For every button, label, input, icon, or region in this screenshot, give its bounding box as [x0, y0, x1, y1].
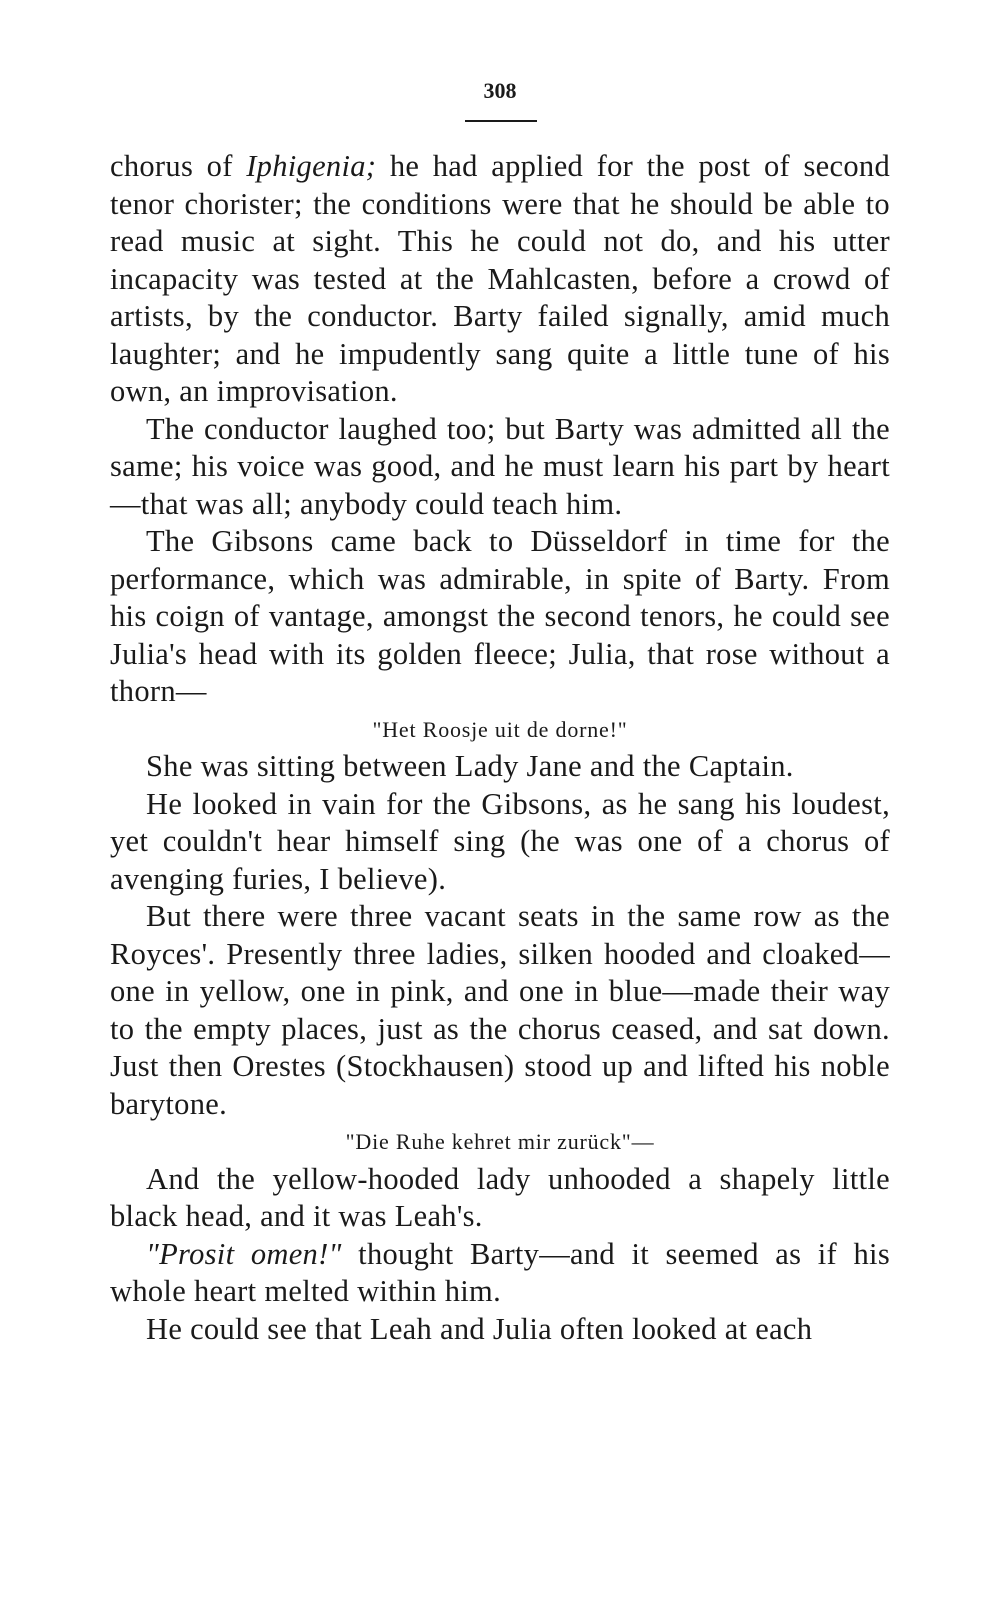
paragraph-8 — [110, 1236, 890, 1311]
paragraph-1-rest: he had applied for the post of second tenor chorister; the conditions were that he should be able to read music at sight. This he could not do, and his utter incapacity was tested at the Mahlcasten, before a crowd of artists, by the conductor. Barty failed signally, amid much laughter; and he impudently sang quite a little tune of his own, an improvisation. — [110, 149, 890, 408]
paragraph-3: The Gibsons came back to Düsseldorf in time for the performance, which was admirable, in spite of Barty. From his coign of vantage, amongst the second tenors, he could see Julia's head with its golden fleece; Julia, that rose without a thorn— — [110, 524, 890, 708]
paragraph-4: She was sitting between Lady Jane and the Captain. — [146, 749, 794, 783]
paragraph-8-rest: thought Barty—and it seemed as if his whole heart melted within him. — [110, 1236, 890, 1308]
paragraph-2: The conductor laughed too; but Barty was admitted all the same; his voice was good, and he must learn his part by heart—that was all; anybody could teach him. — [110, 411, 890, 521]
body-text — [110, 148, 890, 1348]
opera-title: Iphigenia; — [246, 149, 377, 183]
page-number: 308 — [483, 78, 517, 103]
quote-2: "Die Ruhe kehret mir zurück"— — [345, 1129, 655, 1154]
paragraph-1-start: chorus of — [110, 149, 247, 183]
paragraph-6: But there were three vacant seats in the same row as the Royces'. Presently three ladies, silken hooded and cloaked—one in yellow, one in pink, and one in blue—made their way to the empty places, just as the chorus ceased, and sat down. Just then Orestes (Stockhausen) stood up and lifted his noble barytone. — [110, 899, 890, 1121]
paragraph-7: And the yellow-hooded lady unhooded a shapely little black head, and it was Leah's. — [110, 1161, 890, 1233]
paragraph-5: He looked in vain for the Gibsons, as he sang his loudest, yet couldn't hear himself sing (he was one of a chorus of avenging furies, I believe). — [110, 786, 890, 896]
page-number-rule — [465, 120, 537, 122]
paragraph-9: He could see that Leah and Julia often looked at each — [146, 1311, 813, 1346]
paragraph-1 — [110, 148, 890, 411]
prosit-omen: "Prosit omen!" — [146, 1236, 342, 1271]
quote-1: "Het Roosje uit de dorne!" — [372, 716, 628, 742]
